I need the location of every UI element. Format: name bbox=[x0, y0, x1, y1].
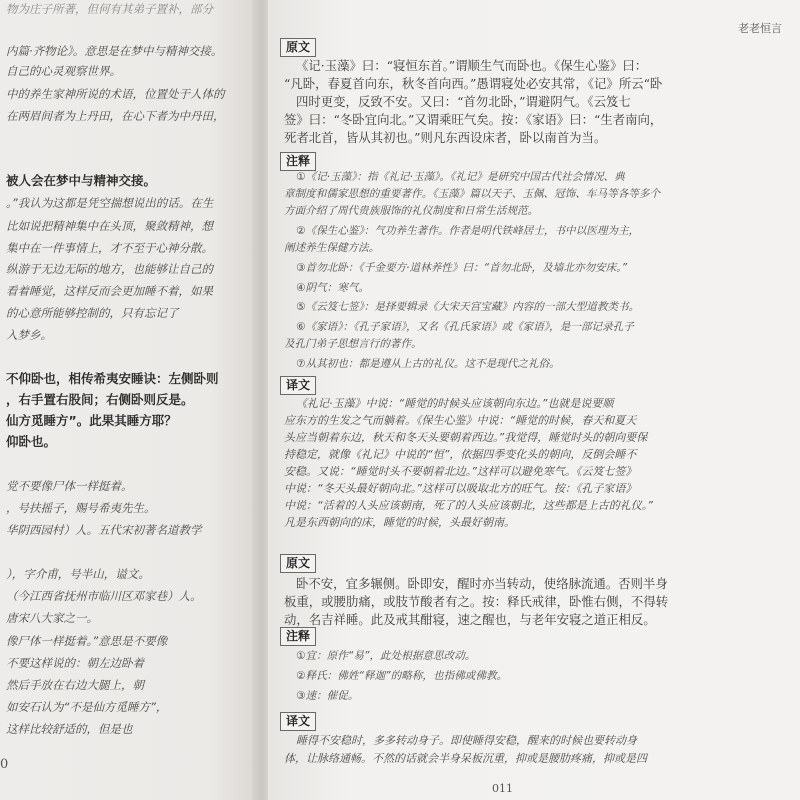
left-text-line: 。”我认为这都是凭空揣想说出的话。在生 bbox=[6, 196, 214, 210]
left-text-line: 像尸体一样挺着。”意思是不要像 bbox=[6, 634, 168, 648]
body-text-line: ③速：催促。 bbox=[296, 690, 359, 702]
section-header: 译文 bbox=[280, 712, 316, 731]
left-text-line: 党不要像尸体一样挺着。 bbox=[6, 479, 133, 493]
left-text-line: 华阴西园村）人。五代宋初著名道教学 bbox=[6, 523, 202, 537]
body-text-line: 应东方的生发之气而躺着。《保生心鉴》中说：“睡觉的时候，春天和夏天 bbox=[284, 414, 637, 427]
body-text-line: 持稳定，就像《礼记》中说的“恒”，依据四季变化头的朝向，反倒会睡不 bbox=[284, 448, 637, 461]
section-header: 译文 bbox=[280, 376, 316, 395]
body-text-line: 睡得不安稳时，多多转动身子。即使睡得安稳，醒来的时候也要转动身 bbox=[296, 734, 637, 747]
body-text-line: ③首勿北卧：《千金要方·道林养性》曰：“首勿北卧，及墙北亦勿安床。” bbox=[296, 262, 628, 274]
body-text-line: ⑥《家语》：《孔子家语》，又名《孔氏家语》或《家语》，是一部记录孔子 bbox=[296, 321, 634, 333]
left-page-number: 0 bbox=[0, 757, 9, 772]
section-header: 原文 bbox=[280, 38, 316, 57]
left-text-line: 中的养生家神所说的术语，位置处于人体的 bbox=[6, 87, 225, 101]
left-text-line: 内篇·齐物论》。意思是在梦中与精神交接。 bbox=[6, 44, 223, 58]
body-text-line: 卧不安，宜多辗侧。卧即安，醒时亦当转动，使络脉流通。否则半身 bbox=[296, 576, 668, 591]
section-header: 注释 bbox=[280, 627, 316, 646]
left-text-line: 纵游于无边无际的地方，也能够让自己的 bbox=[6, 262, 213, 276]
running-head: 老老恒言 bbox=[738, 22, 782, 35]
body-text-line: 章制度和儒家思想的重要著作。《玉藻》篇以天子、玉佩、冠饰、车马等各等多个 bbox=[284, 188, 661, 200]
body-text-line: 阐述养生保健方法。 bbox=[284, 242, 380, 254]
left-text-line: 唐宋八大家之一。 bbox=[6, 611, 98, 625]
body-text-line: 四时更变，反致不安。又曰：“首勿北卧，”谓避阴气。《云笈七 bbox=[296, 94, 631, 109]
left-text-line: 被人会在梦中与精神交接。 bbox=[6, 174, 157, 188]
right-page bbox=[268, 0, 800, 800]
left-text-line: 不仰卧也，相传希夷安睡诀：左侧卧则 bbox=[6, 372, 219, 386]
left-text-line: 自己的心灵观察世界。 bbox=[6, 64, 121, 78]
left-text-line: 入梦乡。 bbox=[6, 328, 52, 342]
body-text-line: 及孔门弟子思想言行的著作。 bbox=[284, 338, 422, 350]
body-text-line: ②《保生心鉴》：气功养生著作。作者是明代铁峰居士，书中以医理为主， bbox=[296, 225, 640, 237]
left-text-line: 这样比较舒适的，但是也 bbox=[6, 722, 133, 736]
left-text-line: 集中在一件事情上，才不至于心神分散。 bbox=[6, 241, 213, 255]
section-header: 原文 bbox=[280, 554, 316, 573]
body-text-line: “凡卧，春夏首向东，秋冬首向西。”愚谓寝处必安其常，《记》所云“卧 bbox=[284, 76, 663, 91]
left-text-line: 不要这样说的：朝左边卧着 bbox=[6, 656, 144, 670]
body-text-line: 板重，或腰肋痛，或肢节酸者有之。按：释氏戒律，卧惟右侧，不得转 bbox=[284, 594, 669, 609]
body-text-line: 中说：“冬天头最好朝向北。”这样可以吸取北方的旺气。按：《孔子家语》 bbox=[284, 482, 637, 495]
body-text-line: 动，名吉祥睡。此及戒其酣寝，速之醒也，与老年安寝之道正相反。 bbox=[284, 612, 656, 627]
left-page bbox=[0, 0, 262, 800]
left-text-line: 看着睡觉，这样反而会更加睡不着，如果 bbox=[6, 284, 213, 298]
left-text-line: 的心意所能够控制的，只有忘记了 bbox=[6, 306, 179, 320]
left-text-line: 仙方觅睡方”。此果其睡方耶？ bbox=[6, 414, 177, 428]
body-text-line: 头应当朝着东边，秋天和冬天头要朝着西边。”我觉得，睡觉时头的朝向要保 bbox=[284, 431, 648, 444]
left-text-line: 仰卧也。 bbox=[6, 435, 57, 449]
left-text-line: 然后手放在右边大腿上，朝 bbox=[6, 678, 144, 692]
left-text-line: 比如说把精神集中在头顶，聚敛精神，想 bbox=[6, 219, 213, 233]
body-text-line: 凡是东西朝向的床，睡觉的时候，头最好朝南。 bbox=[284, 516, 515, 529]
left-text-line: 在两眉间者为上丹田，在心下者为中丹田， bbox=[6, 109, 225, 123]
body-text-line: 安稳。又说：“睡觉时头不要朝着北边。”这样可以避免寒气。《云笈七签》 bbox=[284, 465, 637, 478]
body-text-line: ④阴气：寒气。 bbox=[296, 282, 370, 294]
body-text-line: ⑦从其初也：都是遵从上古的礼仪。这不是现代之礼俗。 bbox=[296, 358, 560, 370]
left-text-line: （今江西省抚州市临川区邓家巷）人。 bbox=[6, 589, 202, 603]
body-text-line: ①《记·玉藻》：指《礼记·玉藻》。《礼记》是研究中国古代社会情况、典 bbox=[296, 171, 625, 183]
body-text-line: 《礼记·玉藻》中说：“睡觉的时候头应该朝向东边。”也就是说要顺 bbox=[296, 397, 614, 410]
left-text-line: ），字介甫，号半山，谥文。 bbox=[6, 567, 150, 581]
body-text-line: 《记·玉藻》曰：“寝恒东首。”谓顺生气而卧也。《保生心鉴》曰： bbox=[296, 58, 648, 73]
body-text-line: ①宜：原作“易”，此处根据意思改动。 bbox=[296, 650, 476, 662]
body-text-line: 体，让脉络通畅。不然的话就会半身呆板沉重，抑或是腰肋疼痛，抑或是四 bbox=[284, 752, 647, 765]
section-header: 注释 bbox=[280, 152, 316, 171]
left-text-line: ，右手置右股间；右侧卧则反是。 bbox=[6, 393, 194, 407]
body-text-line: 方面介绍了周代贵族服饰的礼仪制度和日常生活规范。 bbox=[284, 205, 539, 217]
left-text-line: 如安石认为“不是仙方觅睡方”， bbox=[6, 700, 168, 714]
body-text-line: 中说：“活着的人头应该朝南，死了的人头应该朝北，这些都是上古的礼仪。” bbox=[284, 499, 653, 512]
left-text-line: 物为庄子所著，但何有其弟子置补，部分 bbox=[6, 2, 213, 16]
body-text-line: ⑤《云笈七签》：是择要辑录《大宋天宫宝藏》内容的一部大型道教类书。 bbox=[296, 301, 640, 313]
body-text-line: 签》曰：“冬卧宜向北。”又谓乘旺气矣。按：《家语》曰：“生者南向， bbox=[284, 112, 663, 127]
body-text-line: 死者北首，皆从其初也。”则凡东西设床者，卧以南首为当。 bbox=[284, 130, 607, 145]
left-text-line: ，号扶摇子，赐号希夷先生。 bbox=[6, 501, 156, 515]
right-page-number: 011 bbox=[492, 782, 513, 795]
body-text-line: ②释氏：佛姓“释迦”的略称，也指佛或佛教。 bbox=[296, 670, 508, 682]
